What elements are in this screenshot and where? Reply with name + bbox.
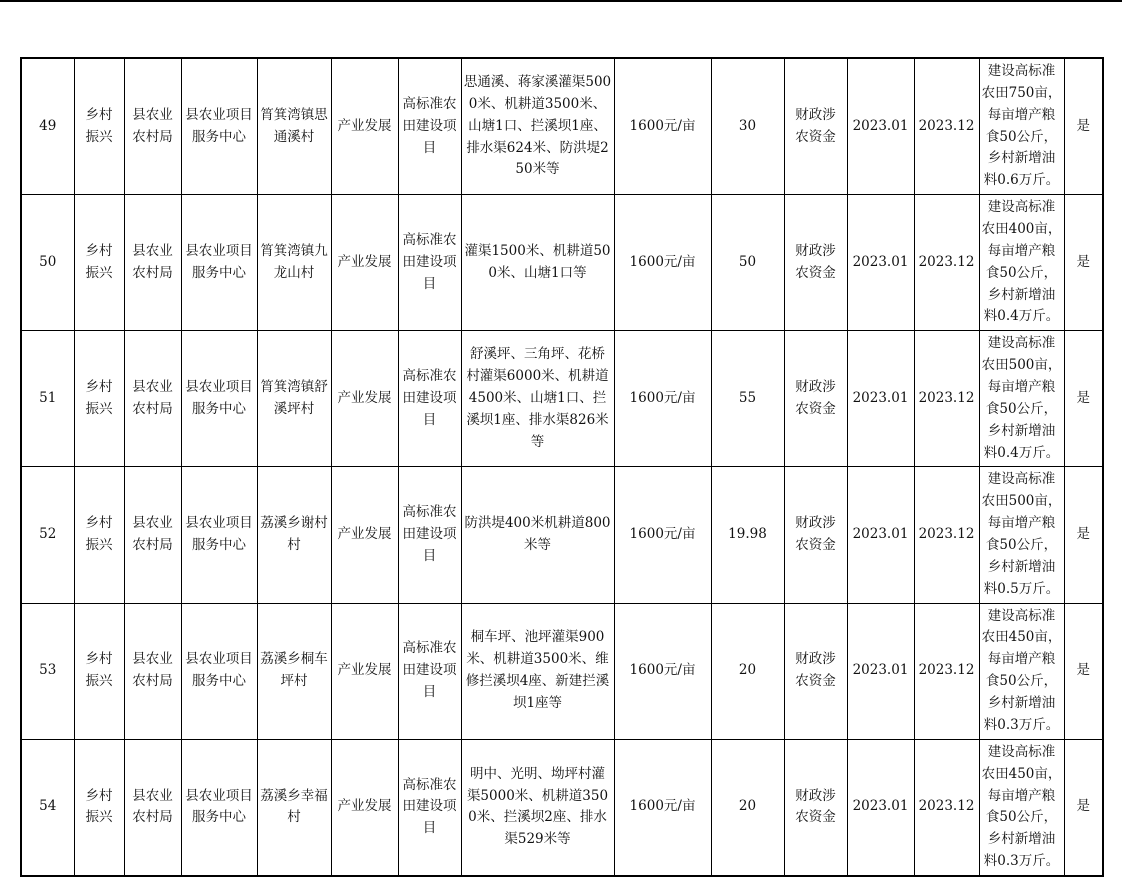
cell-village: 荔溪乡桐车坪村 [257, 603, 331, 739]
cell-fund_source: 财政涉农资金 [784, 195, 847, 331]
cell-amount: 20 [711, 603, 784, 739]
cell-start_date: 2023.01 [847, 467, 914, 603]
cell-village: 荔溪乡谢村村 [257, 467, 331, 603]
cell-end_date: 2023.12 [914, 739, 979, 876]
cell-field: 产业发展 [331, 603, 398, 739]
cell-flag: 是 [1064, 331, 1103, 467]
table-row [21, 195, 1103, 331]
cell-village: 筲箕湾镇思通溪村 [257, 58, 331, 195]
cell-benefit: 建设高标准农田750亩，每亩增产粮食50公斤，乡村新增油料0.6万斤。 [979, 58, 1064, 195]
cell-benefit: 建设高标准农田500亩，每亩增产粮食50公斤，乡村新增油料0.4万斤。 [979, 331, 1064, 467]
cell-fund_source: 财政涉农资金 [784, 603, 847, 739]
cell-field: 产业发展 [331, 739, 398, 876]
cell-category: 乡村振兴 [74, 58, 124, 195]
cell-standard: 1600元/亩 [614, 603, 711, 739]
cell-seq: 50 [21, 195, 74, 331]
cell-standard: 1600元/亩 [614, 467, 711, 603]
cell-standard: 1600元/亩 [614, 331, 711, 467]
cell-unit: 县农业项目服务中心 [181, 467, 257, 603]
cell-seq: 54 [21, 739, 74, 876]
cell-fund_source: 财政涉农资金 [784, 467, 847, 603]
cell-project: 高标准农田建设项目 [398, 195, 461, 331]
cell-project: 高标准农田建设项目 [398, 467, 461, 603]
cell-start_date: 2023.01 [847, 603, 914, 739]
table-row [21, 58, 1103, 195]
cell-amount: 50 [711, 195, 784, 331]
cell-bureau: 县农业农村局 [124, 467, 181, 603]
cell-bureau: 县农业农村局 [124, 331, 181, 467]
cell-flag: 是 [1064, 603, 1103, 739]
cell-bureau: 县农业农村局 [124, 603, 181, 739]
cell-end_date: 2023.12 [914, 331, 979, 467]
cell-flag: 是 [1064, 195, 1103, 331]
cell-start_date: 2023.01 [847, 331, 914, 467]
cell-amount: 19.98 [711, 467, 784, 603]
cell-unit: 县农业项目服务中心 [181, 58, 257, 195]
cell-flag: 是 [1064, 467, 1103, 603]
cell-category: 乡村振兴 [74, 739, 124, 876]
cell-content: 防洪堤400米机耕道800米等 [461, 467, 614, 603]
table-row [21, 467, 1103, 603]
cell-unit: 县农业项目服务中心 [181, 603, 257, 739]
cell-field: 产业发展 [331, 58, 398, 195]
cell-unit: 县农业项目服务中心 [181, 739, 257, 876]
page-top-rule [0, 0, 1122, 2]
cell-flag: 是 [1064, 58, 1103, 195]
table-row [21, 603, 1103, 739]
cell-benefit: 建设高标准农田450亩，每亩增产粮食50公斤，乡村新增油料0.3万斤。 [979, 739, 1064, 876]
cell-seq: 52 [21, 467, 74, 603]
cell-standard: 1600元/亩 [614, 195, 711, 331]
cell-bureau: 县农业农村局 [124, 58, 181, 195]
table-row [21, 331, 1103, 467]
cell-village: 筲箕湾镇九龙山村 [257, 195, 331, 331]
cell-content: 明中、光明、坳坪村灌渠5000米、机耕道3500米、拦溪坝2座、排水渠529米等 [461, 739, 614, 876]
cell-project: 高标准农田建设项目 [398, 739, 461, 876]
cell-bureau: 县农业农村局 [124, 195, 181, 331]
cell-unit: 县农业项目服务中心 [181, 331, 257, 467]
project-table [20, 57, 1104, 877]
cell-project: 高标准农田建设项目 [398, 331, 461, 467]
cell-category: 乡村振兴 [74, 331, 124, 467]
cell-category: 乡村振兴 [74, 467, 124, 603]
cell-end_date: 2023.12 [914, 467, 979, 603]
cell-seq: 49 [21, 58, 74, 195]
cell-amount: 20 [711, 739, 784, 876]
cell-category: 乡村振兴 [74, 195, 124, 331]
cell-fund_source: 财政涉农资金 [784, 739, 847, 876]
cell-field: 产业发展 [331, 195, 398, 331]
cell-amount: 30 [711, 58, 784, 195]
cell-benefit: 建设高标准农田400亩，每亩增产粮食50公斤，乡村新增油料0.4万斤。 [979, 195, 1064, 331]
cell-benefit: 建设高标准农田450亩，每亩增产粮食50公斤，乡村新增油料0.3万斤。 [979, 603, 1064, 739]
cell-seq: 53 [21, 603, 74, 739]
cell-project: 高标准农田建设项目 [398, 603, 461, 739]
table-row [21, 739, 1103, 876]
cell-amount: 55 [711, 331, 784, 467]
cell-start_date: 2023.01 [847, 195, 914, 331]
cell-village: 荔溪乡幸福村 [257, 739, 331, 876]
cell-fund_source: 财政涉农资金 [784, 331, 847, 467]
cell-content: 舒溪坪、三角坪、花桥村灌渠6000米、机耕道4500米、山塘1口、拦溪坝1座、排水渠826米等 [461, 331, 614, 467]
cell-standard: 1600元/亩 [614, 58, 711, 195]
cell-fund_source: 财政涉农资金 [784, 58, 847, 195]
cell-start_date: 2023.01 [847, 739, 914, 876]
cell-flag: 是 [1064, 739, 1103, 876]
cell-end_date: 2023.12 [914, 603, 979, 739]
cell-content: 灌渠1500米、机耕道500米、山塘1口等 [461, 195, 614, 331]
cell-content: 桐车坪、池坪灌渠900米、机耕道3500米、维修拦溪坝4座、新建拦溪坝1座等 [461, 603, 614, 739]
cell-bureau: 县农业农村局 [124, 739, 181, 876]
cell-standard: 1600元/亩 [614, 739, 711, 876]
cell-project: 高标准农田建设项目 [398, 58, 461, 195]
cell-content: 思通溪、蒋家溪灌渠5000米、机耕道3500米、山塘1口、拦溪坝1座、排水渠624米、防洪堤250米等 [461, 58, 614, 195]
cell-field: 产业发展 [331, 331, 398, 467]
cell-unit: 县农业项目服务中心 [181, 195, 257, 331]
cell-village: 筲箕湾镇舒溪坪村 [257, 331, 331, 467]
project-table-body [21, 58, 1103, 876]
cell-category: 乡村振兴 [74, 603, 124, 739]
cell-benefit: 建设高标准农田500亩，每亩增产粮食50公斤，乡村新增油料0.5万斤。 [979, 467, 1064, 603]
cell-field: 产业发展 [331, 467, 398, 603]
cell-end_date: 2023.12 [914, 58, 979, 195]
cell-start_date: 2023.01 [847, 58, 914, 195]
cell-seq: 51 [21, 331, 74, 467]
cell-end_date: 2023.12 [914, 195, 979, 331]
